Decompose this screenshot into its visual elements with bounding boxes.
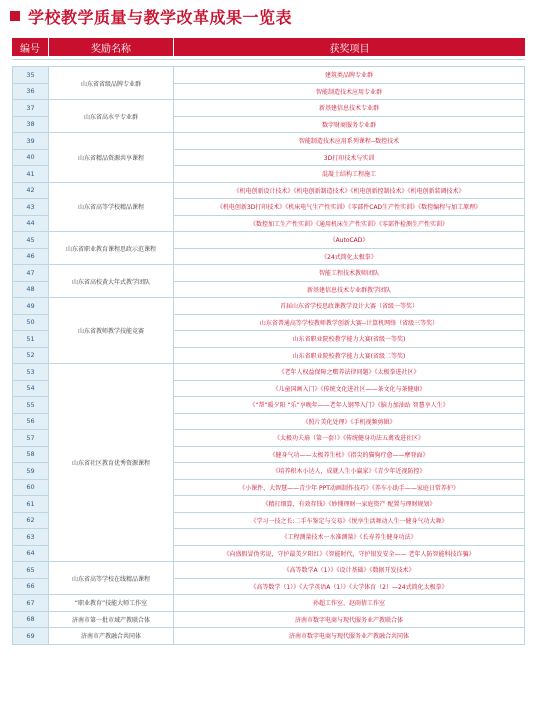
table-row: [13, 232, 525, 249]
row-number: 48: [13, 281, 49, 298]
row-number: 62: [13, 512, 49, 529]
row-number: 64: [13, 545, 49, 562]
row-number: 36: [13, 83, 49, 100]
award-item: 智能制造技术应用专业群: [174, 83, 525, 100]
page-title: 学校教学质量与教学改革成果一览表: [28, 8, 293, 27]
table-row: [13, 628, 525, 645]
row-number: 37: [13, 100, 49, 117]
table-row: [13, 100, 525, 117]
award-item: 《健身气功——太极养生杖》《指尖的猫狗疗愈——摩登面》: [174, 446, 525, 463]
award-name: 山东省教师教学技能竞赛: [49, 298, 174, 364]
table-row: [13, 265, 525, 282]
row-number: 44: [13, 215, 49, 232]
row-number: 40: [13, 149, 49, 166]
row-number: 52: [13, 347, 49, 364]
award-item: 《24式简化太极拳》: [174, 248, 525, 265]
award-item: 山东省职业院校教学能力大赛(省级一等奖): [174, 331, 525, 348]
award-item: 《儿童国画入门》《传统文化进社区——茶文化与茶健康》: [174, 380, 525, 397]
row-number: 45: [13, 232, 49, 249]
award-item: 《机电创新3D打印技术》《机床电气生产性实训》《零部件CAD生产性实训》《数控编程与加工原理》: [174, 199, 525, 216]
row-number: 53: [13, 364, 49, 381]
table-header: [12, 38, 525, 56]
row-number: 61: [13, 496, 49, 513]
award-item: 《老年人权益保障之赡养法律问题》《太极拳进社区》: [174, 364, 525, 381]
award-name: 山东省省级品牌专业群: [49, 67, 174, 100]
row-number: 50: [13, 314, 49, 331]
row-number: 46: [13, 248, 49, 265]
award-item: 《向盛假冒伪劣说，守护最美夕阳红》《智能时代，守护银发安全—— 老年人防智能科技诈骗》: [174, 545, 525, 562]
award-item: 《太极功夫扇（第一套）》《传统健身功法五禽戏进社区》: [174, 430, 525, 447]
table-row: [13, 133, 525, 150]
table-row: [13, 364, 525, 381]
row-number: 69: [13, 628, 49, 645]
row-number: 35: [13, 67, 49, 84]
award-item: 智能制造技术应用系列课程--数控技术: [174, 133, 525, 150]
award-name: 山东省高校黄大年式教学团队: [49, 265, 174, 298]
table-row: [13, 298, 525, 315]
title-bar: [0, 0, 537, 38]
row-number: 39: [13, 133, 49, 150]
award-item: 首届山东省学校思政课教学设计大赛（省级一等奖）: [174, 298, 525, 315]
award-item: 《精打细算，有效存钱》《妙懂理财一家庭资产 配置与理财规划》: [174, 496, 525, 513]
award-item: 智能工程技术教师团队: [174, 265, 525, 282]
award-name: 山东省高等学校精品课程: [49, 182, 174, 232]
award-item: 济南市数字电商与现代服务业产教融合共同体: [174, 628, 525, 645]
award-item: 《高等数学A（1）》《设计基础》《数据开发技术》: [174, 562, 525, 579]
title-marker-icon: [10, 11, 20, 21]
award-item: 《高等数学（1）》《大学英语A（1）》《大学体育（2）—24式简化太极拳》: [174, 578, 525, 595]
award-item: 3D打印技术与实训: [174, 149, 525, 166]
row-number: 66: [13, 578, 49, 595]
header-award: 奖励名称: [91, 43, 131, 55]
award-name: 山东省职业教育课程思政示范课程: [49, 232, 174, 265]
row-number: 47: [13, 265, 49, 282]
award-item: 新基建信息技术专业群: [174, 100, 525, 117]
award-item: 山东省普通高等学校教师教学创新大赛--计算机网络（省级三等奖）: [174, 314, 525, 331]
award-name: 山东省精品资源共享课程: [49, 133, 174, 183]
row-number: 67: [13, 595, 49, 612]
award-item: 济南市数字电商与现代服务业产教联合体: [174, 611, 525, 628]
table-top-border: [12, 59, 525, 60]
row-number: 56: [13, 413, 49, 430]
row-number: 59: [13, 463, 49, 480]
award-item: 《学习一技之长:二手车鉴定与交易》《悦享生活舞动人生一健身气功大舞》: [174, 512, 525, 529]
row-number: 63: [13, 529, 49, 546]
awards-table: [12, 66, 525, 645]
row-number: 60: [13, 479, 49, 496]
award-item: 《小课件，大智慧——青少年 PPT动画制作技巧》《养车小助手——家庭日常养护》: [174, 479, 525, 496]
award-item: 《数控加工生产性实训》《通用机床生产性实训》《零部件检测生产性实训》: [174, 215, 525, 232]
row-number: 65: [13, 562, 49, 579]
award-item: 建筑类品牌专业群: [174, 67, 525, 84]
header-item: 获奖项目: [329, 43, 370, 55]
row-number: 43: [13, 199, 49, 216]
awards-table-body: [13, 67, 525, 645]
award-name: 山东省高等学校在线精品课程: [49, 562, 174, 595]
row-number: 58: [13, 446, 49, 463]
award-item: 《培养积木小达人，成就人生小赢家》《青少年近视防控》: [174, 463, 525, 480]
award-item: 孙超工作室、赵雨倩工作室: [174, 595, 525, 612]
award-name: 山东省高水平专业群: [49, 100, 174, 133]
table-row: [13, 595, 525, 612]
award-item: 数字财商服务专业群: [174, 116, 525, 133]
award-item: 新基建信息技术专业群教学团队: [174, 281, 525, 298]
table-row: [13, 67, 525, 84]
row-number: 68: [13, 611, 49, 628]
award-name: “职业教育”技能大师工作室: [49, 595, 174, 612]
award-item: 《工程测量技术一水准测量》《长寿养生健身功法》: [174, 529, 525, 546]
table-row: [13, 182, 525, 199]
table-row: [13, 562, 525, 579]
award-name: 济南市产教融合共同体: [49, 628, 174, 645]
row-number: 57: [13, 430, 49, 447]
row-number: 54: [13, 380, 49, 397]
award-item: 山东省职业院校教学能力大赛(省级二等奖): [174, 347, 525, 364]
award-item: 混凝土结构工程施工: [174, 166, 525, 183]
row-number: 49: [13, 298, 49, 315]
award-name: 济南市第一批市域产教联合体: [49, 611, 174, 628]
award-item: 《照片美化处理》《手机视频剪辑》: [174, 413, 525, 430]
row-number: 38: [13, 116, 49, 133]
award-item: 《“帮”暖夕阳 “乐”享晚年——老年人钢琴入门》《脑力加油站 智慧享人生》: [174, 397, 525, 414]
award-name: 山东省社区教育优秀资源课程: [49, 364, 174, 562]
row-number: 41: [13, 166, 49, 183]
row-number: 51: [13, 331, 49, 348]
header-no: 编号: [20, 43, 40, 55]
table-row: [13, 611, 525, 628]
row-number: 42: [13, 182, 49, 199]
award-item: 《机电创新设计技术》《机电创新制造技术》《机电创新控制技术》《机电创新装调技术》: [174, 182, 525, 199]
row-number: 55: [13, 397, 49, 414]
award-item: 《AutoCAD》: [174, 232, 525, 249]
